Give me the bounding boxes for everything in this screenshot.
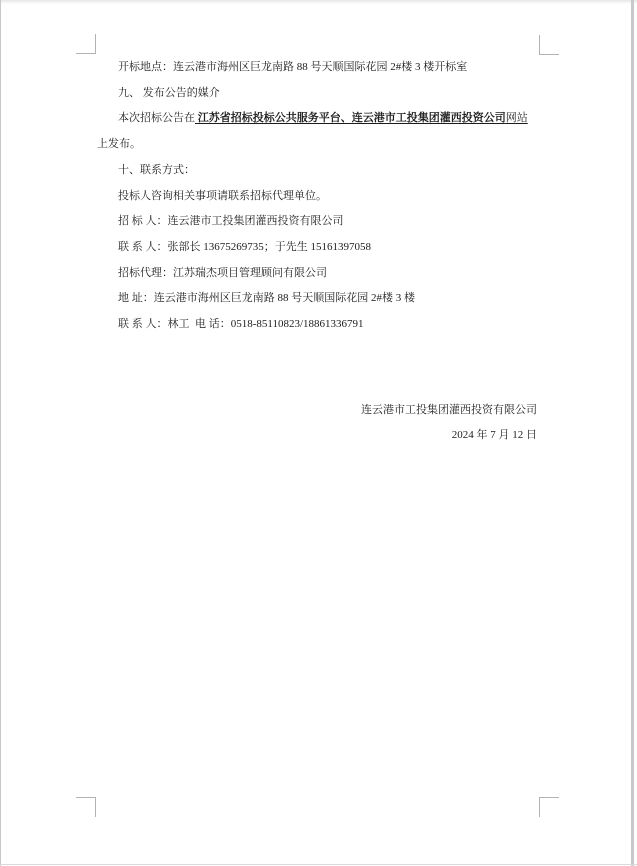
signature-company: 连云港市工投集团灌西投资有限公司 xyxy=(361,403,537,416)
heading-section-ten: 十、联系方式： xyxy=(118,163,195,176)
announcement-website-text: 网站 xyxy=(505,112,528,125)
margin-crop-mark-bottom-right xyxy=(539,797,559,817)
paragraph-contact-note: 投标人咨询相关事项请联系招标代理单位。 xyxy=(118,189,327,202)
margin-crop-mark-top-left xyxy=(76,34,96,54)
margin-crop-mark-top-right xyxy=(539,35,559,55)
announcement-prefix: 本次招标公告在 xyxy=(118,112,195,125)
paragraph-agency-address: 地 址：连云港市海州区巨龙南路 88 号天顺国际花园 2#楼 3 楼 xyxy=(118,292,415,305)
announcement-platform-names: 江苏省招标投标公共服务平台、连云港市工投集团灌西投资公司 xyxy=(195,112,506,125)
paragraph-contact-person-1: 联 系 人：张部长 13675269735；于先生 15161397058 xyxy=(118,240,371,253)
margin-crop-mark-bottom-left xyxy=(76,797,96,817)
document-content xyxy=(97,55,540,449)
announcement-continuation: 上发布。 xyxy=(97,138,141,151)
heading-section-nine: 九、 发布公告的媒介 xyxy=(118,86,220,99)
paragraph-tenderer: 招 标 人：连云港市工投集团灌西投资有限公司 xyxy=(118,215,344,228)
paragraph-agency: 招标代理：江苏瑞杰项目管理顾问有限公司 xyxy=(118,266,327,279)
paragraph-bid-opening-location: 开标地点：连云港市海州区巨龙南路 88 号天顺国际花园 2#楼 3 楼开标室 xyxy=(118,61,468,73)
paragraph-announcement-media xyxy=(97,106,540,157)
page-edge-left xyxy=(0,0,1,866)
paragraph-agency-contact: 联 系 人：林工 电 话：0518-85110823/18861336791 xyxy=(118,318,364,331)
page-edge-bottom xyxy=(0,864,637,865)
page-edge-right xyxy=(631,0,634,866)
signature-date: 2024 年 7 月 12 日 xyxy=(451,429,537,442)
page-edge-top xyxy=(0,0,637,4)
